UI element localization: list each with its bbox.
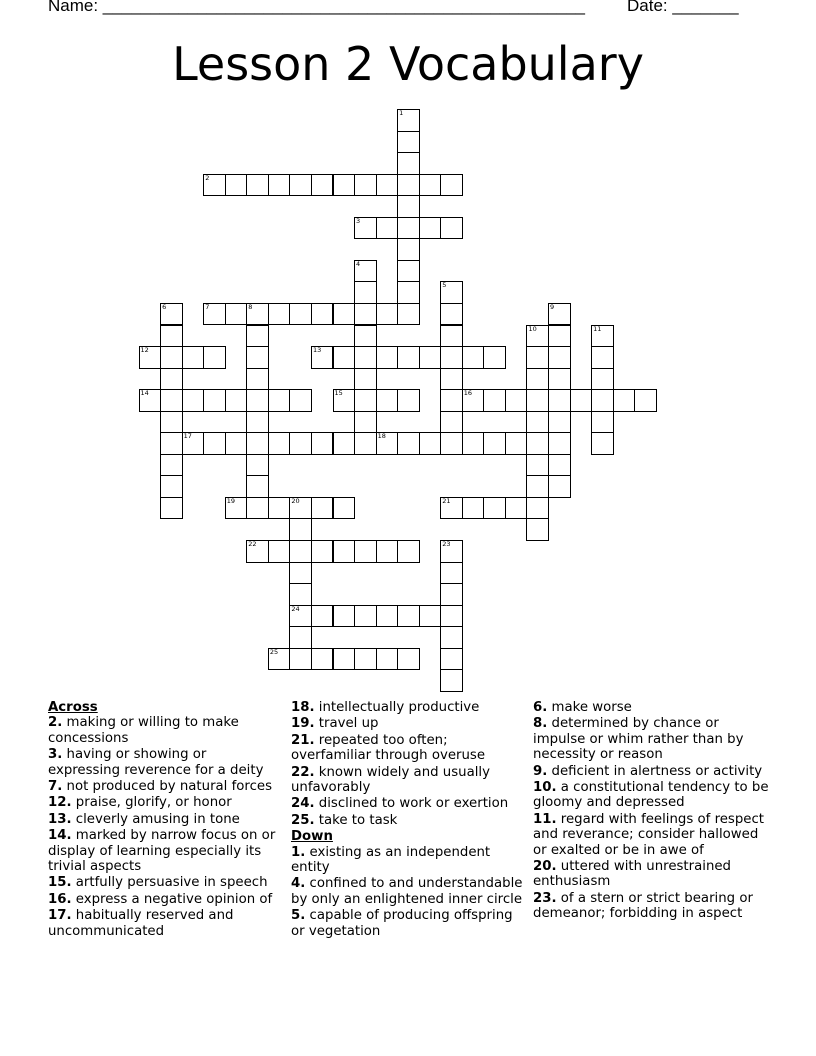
- clue-item: [533, 859, 773, 890]
- grid-cell[interactable]: [376, 174, 399, 197]
- grid-cell[interactable]: [376, 648, 399, 671]
- clue-number: 5.: [291, 908, 306, 924]
- clue-number-label: 2: [205, 173, 210, 182]
- grid-cell[interactable]: [548, 368, 571, 391]
- clue-number: 20.: [533, 859, 557, 875]
- clue-number-label: 1: [399, 109, 404, 117]
- grid-cell[interactable]: [548, 411, 571, 434]
- grid-cell[interactable]: [397, 217, 420, 240]
- grid-cell[interactable]: [246, 346, 269, 369]
- grid-cell[interactable]: [526, 346, 549, 369]
- grid-cell[interactable]: [289, 497, 312, 520]
- clue-number-label: 5: [442, 281, 447, 290]
- clue-number-label: 3: [356, 216, 361, 225]
- clue-item: [48, 908, 280, 939]
- clue-number: 15.: [48, 875, 72, 891]
- grid-cell[interactable]: [160, 432, 183, 455]
- grid-cell[interactable]: [591, 368, 614, 391]
- grid-cell[interactable]: [548, 432, 571, 455]
- grid-cell[interactable]: [397, 389, 420, 412]
- grid-cell[interactable]: [289, 174, 312, 197]
- clue-number-label: 21: [442, 496, 451, 505]
- grid-cell[interactable]: [289, 303, 312, 326]
- grid-cell[interactable]: [376, 389, 399, 412]
- grid-cell[interactable]: [570, 389, 593, 412]
- grid-cell[interactable]: [505, 432, 528, 455]
- date-field-label: Date: _______: [627, 0, 739, 15]
- grid-cell[interactable]: [483, 432, 506, 455]
- clue-number-label: 19: [226, 496, 236, 505]
- grid-cell[interactable]: [397, 174, 420, 197]
- clue-item: [291, 845, 523, 876]
- clue-text: deficient in alertness or activity: [547, 763, 763, 779]
- grid-cell[interactable]: [160, 303, 183, 326]
- clue-text: take to task: [314, 812, 398, 828]
- grid-cell[interactable]: [139, 346, 162, 369]
- clue-number: 6.: [533, 700, 548, 715]
- grid-cell[interactable]: [440, 217, 463, 240]
- clue-number: 13.: [48, 811, 72, 827]
- clue-number: 11.: [533, 811, 557, 827]
- grid-cell[interactable]: [505, 389, 528, 412]
- clue-text: confined to and understandable by only an enlightened inner circle: [291, 876, 523, 907]
- grid-cell[interactable]: [526, 389, 549, 412]
- grid-cell[interactable]: [182, 389, 205, 412]
- grid-cell[interactable]: [354, 411, 377, 434]
- grid-cell[interactable]: [526, 325, 549, 348]
- grid-cell[interactable]: [354, 389, 377, 412]
- grid-cell[interactable]: [333, 605, 356, 628]
- grid-cell[interactable]: [440, 626, 463, 649]
- grid-cell[interactable]: [333, 303, 356, 326]
- clue-number: 9.: [533, 763, 548, 779]
- grid-cell[interactable]: [246, 174, 269, 197]
- clues-column-2: [291, 700, 523, 940]
- clue-text: known widely and usually unfavorably: [291, 764, 490, 796]
- grid-cell[interactable]: [246, 389, 269, 412]
- clue-number-label: 13: [312, 346, 322, 355]
- clue-item: [533, 780, 773, 811]
- grid-cell[interactable]: [182, 346, 205, 369]
- clue-number-label: 17: [183, 432, 192, 441]
- grid-cell[interactable]: [289, 389, 312, 412]
- grid-cell[interactable]: [440, 648, 463, 671]
- grid-cell[interactable]: [483, 389, 506, 412]
- grid-cell[interactable]: [419, 432, 442, 455]
- clue-text: uttered with unrestrained enthusiasm: [533, 859, 731, 890]
- grid-cell[interactable]: [246, 432, 269, 455]
- grid-cell[interactable]: [160, 475, 183, 498]
- clue-text: existing as an independent entity: [291, 844, 491, 876]
- clue-number: 17.: [48, 908, 72, 924]
- grid-cell[interactable]: [333, 432, 356, 455]
- grid-cell[interactable]: [268, 540, 291, 563]
- grid-cell[interactable]: [397, 260, 420, 283]
- grid-cell[interactable]: [462, 389, 485, 412]
- grid-cell[interactable]: [268, 648, 291, 671]
- grid-cell[interactable]: [526, 454, 549, 477]
- grid-cell[interactable]: [376, 605, 399, 628]
- clue-number: 24.: [291, 796, 315, 812]
- clue-number: 1.: [291, 844, 306, 860]
- clue-item: [291, 796, 523, 811]
- grid-cell[interactable]: [225, 497, 248, 520]
- grid-cell[interactable]: [591, 411, 614, 434]
- across-heading: Across: [48, 700, 98, 715]
- clue-item: [291, 733, 523, 764]
- grid-cell[interactable]: [354, 281, 377, 304]
- clue-number-label: 23: [442, 540, 451, 548]
- grid-cell[interactable]: [548, 303, 571, 326]
- grid-cell[interactable]: [311, 174, 334, 197]
- grid-cell[interactable]: [268, 432, 291, 455]
- grid-cell[interactable]: [354, 540, 377, 563]
- grid-cell[interactable]: [526, 411, 549, 434]
- clue-number-label: 7: [205, 302, 210, 311]
- grid-cell[interactable]: [440, 669, 463, 692]
- clue-text: marked by narrow focus on or display of learning especially its trivial aspects: [48, 828, 276, 875]
- clue-text: disclined to work or exertion: [314, 796, 509, 812]
- grid-cell[interactable]: [591, 346, 614, 369]
- grid-cell[interactable]: [419, 217, 442, 240]
- grid-cell[interactable]: [440, 540, 463, 563]
- grid-cell[interactable]: [333, 389, 356, 412]
- clue-item: [48, 779, 280, 794]
- grid-cell[interactable]: [311, 540, 334, 563]
- grid-cell[interactable]: [376, 217, 399, 240]
- grid-cell[interactable]: [203, 389, 226, 412]
- grid-cell[interactable]: [354, 605, 377, 628]
- grid-cell[interactable]: [139, 389, 162, 412]
- grid-cell[interactable]: [160, 368, 183, 391]
- clue-number: 2.: [48, 715, 63, 731]
- clue-number-label: 15: [334, 389, 343, 398]
- grid-cell[interactable]: [440, 303, 463, 326]
- grid-cell[interactable]: [440, 583, 463, 606]
- grid-cell[interactable]: [419, 346, 442, 369]
- clue-item: [533, 812, 773, 858]
- grid-cell[interactable]: [268, 174, 291, 197]
- grid-cell[interactable]: [246, 411, 269, 434]
- grid-cell[interactable]: [289, 562, 312, 585]
- clue-text: intellectually productive: [314, 700, 480, 715]
- clue-number: 12.: [48, 795, 72, 811]
- clue-item: [48, 812, 280, 827]
- name-field-label: Name: ___________________________________________________: [48, 0, 585, 15]
- grid-cell[interactable]: [526, 368, 549, 391]
- grid-cell[interactable]: [397, 195, 420, 218]
- grid-cell[interactable]: [440, 411, 463, 434]
- grid-cell[interactable]: [440, 389, 463, 412]
- clue-text: travel up: [314, 716, 379, 732]
- grid-cell[interactable]: [397, 131, 420, 154]
- clue-text: express a negative opinion of: [71, 891, 273, 907]
- grid-cell[interactable]: [289, 648, 312, 671]
- grid-cell[interactable]: [634, 389, 657, 412]
- clues-column-3: [533, 700, 773, 923]
- grid-cell[interactable]: [397, 432, 420, 455]
- clue-text: artfully persuasive in speech: [71, 875, 268, 891]
- clue-text: making or willing to make concessions: [48, 715, 239, 746]
- clue-item: [533, 764, 773, 779]
- grid-cell[interactable]: [440, 174, 463, 197]
- clue-item: [533, 716, 773, 762]
- clue-text: praise, glorify, or honor: [71, 795, 232, 811]
- clue-number: 3.: [48, 747, 63, 763]
- grid-cell[interactable]: [354, 260, 377, 283]
- grid-cell[interactable]: [311, 303, 334, 326]
- grid-cell[interactable]: [397, 605, 420, 628]
- grid-cell[interactable]: [354, 325, 377, 348]
- grid-cell[interactable]: [225, 174, 248, 197]
- grid-cell[interactable]: [246, 540, 269, 563]
- grid-cell[interactable]: [289, 605, 312, 628]
- grid-cell[interactable]: [289, 432, 312, 455]
- clue-number: 7.: [48, 779, 63, 795]
- grid-cell[interactable]: [311, 346, 334, 369]
- grid-cell[interactable]: [440, 562, 463, 585]
- grid-cell[interactable]: [526, 518, 549, 541]
- grid-cell[interactable]: [548, 325, 571, 348]
- grid-cell[interactable]: [311, 648, 334, 671]
- grid-cell[interactable]: [333, 540, 356, 563]
- clue-number: 18.: [291, 700, 315, 715]
- clue-number-label: 4: [356, 259, 361, 268]
- grid-cell[interactable]: [397, 238, 420, 261]
- clue-number: 22.: [291, 764, 315, 780]
- clue-number-label: 6: [162, 302, 167, 311]
- grid-cell[interactable]: [397, 152, 420, 175]
- grid-cell[interactable]: [160, 346, 183, 369]
- grid-cell[interactable]: [225, 303, 248, 326]
- grid-cell[interactable]: [311, 605, 334, 628]
- grid-cell[interactable]: [591, 325, 614, 348]
- grid-cell[interactable]: [354, 217, 377, 240]
- grid-cell[interactable]: [462, 432, 485, 455]
- grid-cell[interactable]: [548, 475, 571, 498]
- clue-number-label: 25: [269, 647, 279, 656]
- down-heading: Down: [291, 829, 333, 845]
- clue-item: [48, 828, 280, 874]
- clue-number-label: 20: [291, 496, 300, 505]
- clue-number-label: 8: [248, 302, 253, 311]
- clue-number: 23.: [533, 890, 557, 906]
- grid-cell[interactable]: [354, 303, 377, 326]
- grid-cell[interactable]: [203, 303, 226, 326]
- clue-text: make worse: [547, 700, 632, 715]
- clue-number: 8.: [533, 716, 548, 732]
- grid-cell[interactable]: [440, 497, 463, 520]
- clue-number: 25.: [291, 812, 315, 828]
- grid-cell[interactable]: [440, 605, 463, 628]
- grid-cell[interactable]: [548, 389, 571, 412]
- grid-cell[interactable]: [160, 497, 183, 520]
- grid-cell[interactable]: [419, 605, 442, 628]
- clue-number-label: 16: [463, 389, 473, 398]
- grid-cell[interactable]: [268, 497, 291, 520]
- grid-cell[interactable]: [246, 325, 269, 348]
- clue-text: of a stern or strict bearing or demeanor; forbidding in aspect: [533, 890, 753, 922]
- clue-item: [48, 795, 280, 810]
- grid-cell[interactable]: [333, 497, 356, 520]
- clue-text: cleverly amusing in tone: [71, 811, 240, 827]
- grid-cell[interactable]: [203, 432, 226, 455]
- clue-number: 14.: [48, 828, 72, 844]
- clue-text: a constitutional tendency to be gloomy and depressed: [533, 780, 769, 811]
- grid-cell[interactable]: [268, 389, 291, 412]
- grid-cell[interactable]: [613, 389, 636, 412]
- grid-cell[interactable]: [289, 583, 312, 606]
- grid-cell[interactable]: [203, 174, 226, 197]
- grid-cell[interactable]: [440, 368, 463, 391]
- grid-cell[interactable]: [526, 432, 549, 455]
- grid-cell[interactable]: [289, 540, 312, 563]
- grid-cell[interactable]: [548, 346, 571, 369]
- clue-item: [48, 892, 280, 907]
- grid-cell[interactable]: [246, 303, 269, 326]
- grid-cell[interactable]: [397, 648, 420, 671]
- grid-cell[interactable]: [376, 432, 399, 455]
- clue-text: repeated too often; overfamiliar through overuse: [291, 732, 486, 764]
- clue-item: [291, 700, 523, 715]
- grid-cell[interactable]: [268, 303, 291, 326]
- grid-cell[interactable]: [548, 454, 571, 477]
- grid-cell[interactable]: [397, 540, 420, 563]
- grid-cell[interactable]: [246, 454, 269, 477]
- grid-cell[interactable]: [397, 109, 420, 132]
- grid-cell[interactable]: [397, 281, 420, 304]
- grid-cell[interactable]: [526, 497, 549, 520]
- grid-cell[interactable]: [440, 432, 463, 455]
- page-title: Lesson 2 Vocabulary: [172, 37, 644, 91]
- grid-cell[interactable]: [376, 540, 399, 563]
- grid-cell[interactable]: [354, 432, 377, 455]
- grid-cell[interactable]: [289, 518, 312, 541]
- clue-item: [48, 715, 280, 746]
- grid-cell[interactable]: [397, 346, 420, 369]
- clue-text: having or showing or expressing reverence for a deity: [48, 747, 264, 778]
- clue-number-label: 14: [140, 389, 149, 398]
- clue-item: [291, 765, 523, 796]
- clue-number: 16.: [48, 891, 72, 907]
- clue-text: not produced by natural forces: [62, 779, 273, 795]
- grid-cell[interactable]: [182, 432, 205, 455]
- grid-cell[interactable]: [160, 454, 183, 477]
- grid-cell[interactable]: [333, 174, 356, 197]
- grid-cell[interactable]: [203, 346, 226, 369]
- grid-cell[interactable]: [376, 303, 399, 326]
- grid-cell[interactable]: [462, 346, 485, 369]
- grid-cell[interactable]: [483, 346, 506, 369]
- grid-cell[interactable]: [354, 648, 377, 671]
- clue-item: [48, 747, 280, 778]
- clue-number: 19.: [291, 716, 315, 732]
- grid-cell[interactable]: [440, 346, 463, 369]
- clue-number-label: 18: [377, 432, 386, 441]
- clue-number-label: 12: [140, 346, 149, 355]
- grid-cell[interactable]: [462, 497, 485, 520]
- clue-item: [48, 875, 280, 890]
- clue-number: 10.: [533, 780, 557, 796]
- grid-cell[interactable]: [311, 497, 334, 520]
- clue-text: regard with feelings of respect and reverance; consider hallowed or exalted or be in awe of: [533, 811, 764, 858]
- clue-number-label: 11: [593, 324, 602, 333]
- grid-cell[interactable]: [376, 346, 399, 369]
- grid-cell[interactable]: [246, 475, 269, 498]
- clue-number-label: 10: [528, 324, 537, 333]
- grid-cell[interactable]: [289, 626, 312, 649]
- grid-cell[interactable]: [505, 497, 528, 520]
- clue-item: [291, 908, 523, 939]
- clue-text: habitually reserved and uncommunicated: [48, 908, 234, 939]
- grid-cell[interactable]: [483, 497, 506, 520]
- grid-cell[interactable]: [333, 346, 356, 369]
- grid-cell[interactable]: [440, 281, 463, 304]
- clue-number-label: 22: [248, 540, 257, 548]
- clue-item: [533, 700, 773, 715]
- clues-column-1: [48, 700, 280, 940]
- grid-cell[interactable]: [246, 497, 269, 520]
- grid-cell[interactable]: [160, 411, 183, 434]
- grid-cell[interactable]: [397, 303, 420, 326]
- grid-cell[interactable]: [246, 368, 269, 391]
- grid-cell[interactable]: [225, 432, 248, 455]
- grid-cell[interactable]: [526, 475, 549, 498]
- grid-cell[interactable]: [440, 325, 463, 348]
- clue-item: [291, 876, 523, 907]
- grid-cell[interactable]: [225, 389, 248, 412]
- clue-item: [291, 716, 523, 731]
- grid-cell[interactable]: [591, 389, 614, 412]
- grid-cell[interactable]: [419, 174, 442, 197]
- grid-cell[interactable]: [591, 432, 614, 455]
- grid-cell[interactable]: [354, 346, 377, 369]
- clue-number-label: 24: [291, 604, 300, 613]
- clue-item: [533, 891, 773, 922]
- clue-number: 21.: [291, 732, 315, 748]
- clue-text: determined by chance or impulse or whim rather than by necessity or reason: [533, 716, 744, 763]
- clue-number: 4.: [291, 876, 306, 892]
- grid-cell[interactable]: [354, 368, 377, 391]
- grid-cell[interactable]: [354, 174, 377, 197]
- grid-cell[interactable]: [160, 325, 183, 348]
- grid-cell[interactable]: [311, 432, 334, 455]
- clue-item: [291, 813, 523, 828]
- grid-cell[interactable]: [333, 648, 356, 671]
- grid-cell[interactable]: [160, 389, 183, 412]
- clue-text: capable of producing offspring or vegetation: [291, 908, 513, 939]
- clue-number-label: 9: [550, 302, 555, 311]
